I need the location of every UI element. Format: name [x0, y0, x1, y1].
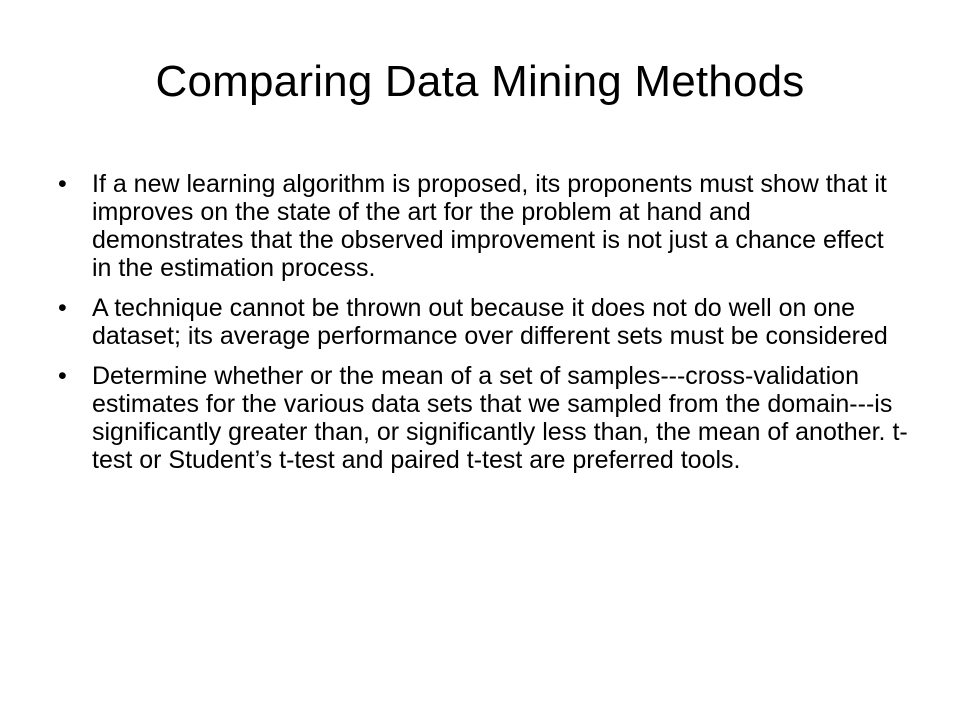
bullet-item: [58, 294, 908, 350]
slide-title: Comparing Data Mining Methods: [155, 57, 805, 106]
bullet-list: [58, 170, 908, 486]
bullet-marker-icon: •: [58, 362, 67, 390]
bullet-text: Determine whether or the mean of a set of samples---cross-validation estimates for the various data sets that we sampled from the domain---is significantly greater than, or significantly less than, the mean of another. t-test or Student’s t-test and paired t-test are preferred tools.: [92, 362, 908, 474]
bullet-marker-icon: •: [58, 294, 67, 322]
bullet-text: If a new learning algorithm is proposed, its proponents must show that it improves on the state of the art for the problem at hand and demonstrates that the observed improvement is not just a chance effect in the estimation process.: [92, 170, 887, 282]
bullet-item: [58, 170, 908, 282]
bullet-marker-icon: •: [58, 170, 67, 198]
bullet-item: [58, 362, 908, 474]
bullet-text: A technique cannot be thrown out because it does not do well on one dataset; its average performance over different sets must be considered: [92, 294, 888, 350]
